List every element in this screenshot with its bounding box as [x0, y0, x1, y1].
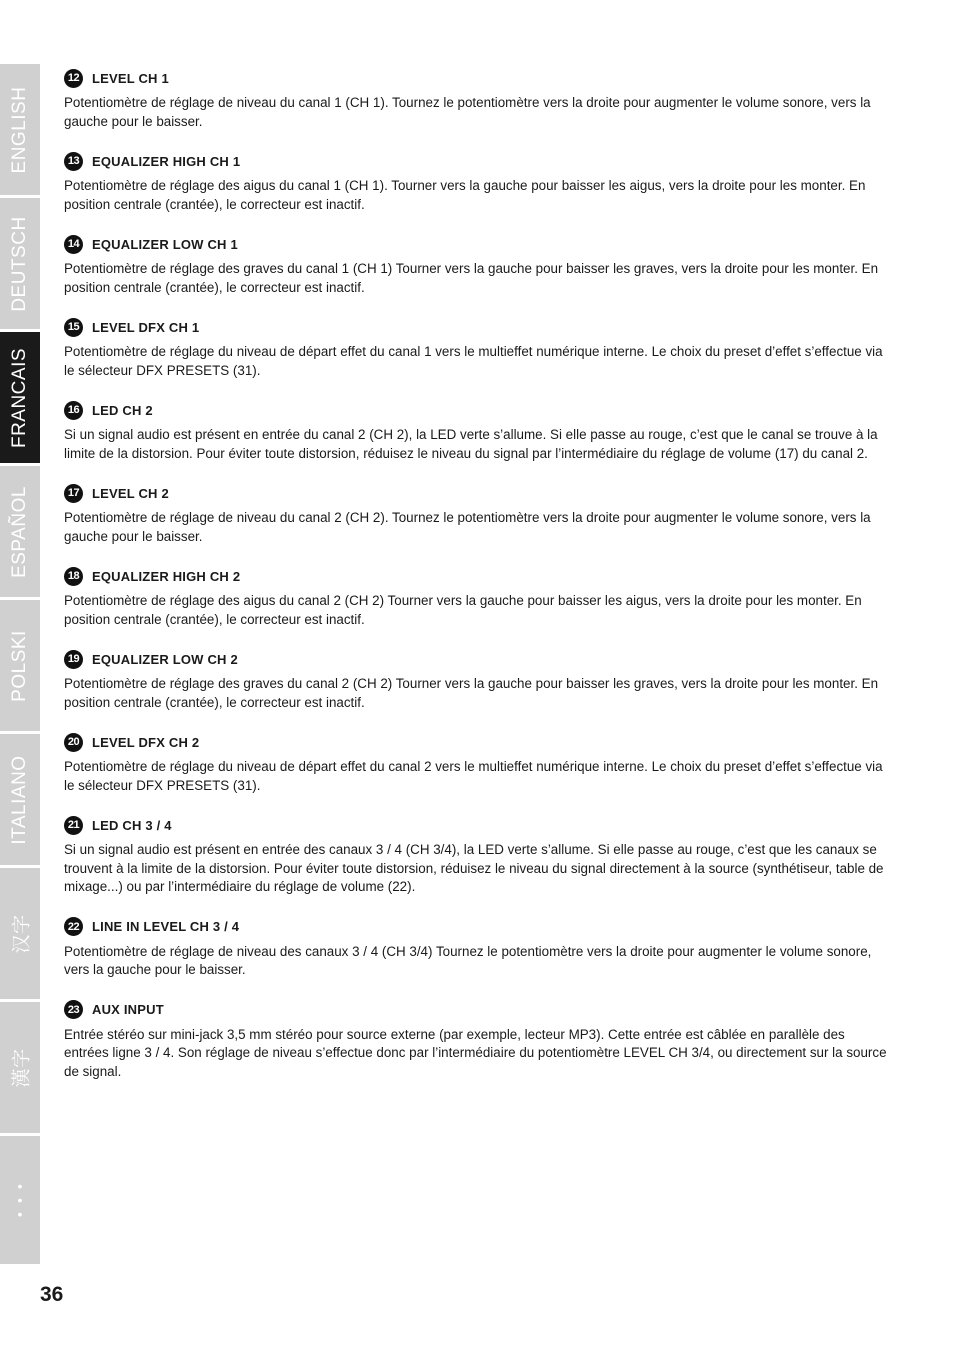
- tab-francais[interactable]: [0, 332, 40, 463]
- section-equalizer-high-ch2: [64, 566, 888, 629]
- section-level-ch2: [64, 483, 888, 546]
- section-description: Potentiomètre de réglage de niveau des canaux 3 / 4 (CH 3/4) Tournez le potentiomètre vers la droite pour augmenter le volume sonore, vers la gauche pour le baisser.: [64, 943, 872, 977]
- item-number-badge: 21: [64, 816, 83, 835]
- section-description: Si un signal audio est présent en entrée du canal 2 (CH 2), la LED verte s’allume. Si elle passe au rouge, c’est que le canal se trouve à la limite de la distorsion. Pour éviter toute distorsion, réduisez le niveau du signal par l’intermédiaire du réglage de volume (17) du canal 2.: [64, 427, 878, 461]
- section-title: LEVEL CH 2: [92, 485, 169, 501]
- tab-chinese-simplified[interactable]: [0, 868, 40, 999]
- section-title: EQUALIZER HIGH CH 2: [92, 568, 241, 584]
- section-title: LED CH 3 / 4: [92, 817, 172, 833]
- tab-deutsch[interactable]: [0, 198, 40, 329]
- item-number-badge: 17: [64, 484, 83, 503]
- section-description: Potentiomètre de réglage des graves du canal 2 (CH 2) Tourner vers la gauche pour baisser les graves, vers la droite pour les monter. En position centrale (crantée), le correcteur est inactif.: [64, 676, 879, 710]
- tab-chinese-simplified-label: 汉字: [11, 913, 33, 954]
- tab-more[interactable]: [0, 1136, 40, 1264]
- section-description: Entrée stéréo sur mini-jack 3,5 mm stéréo pour source externe (par exemple, lecteur MP3). Cette entrée est câblée en parallèle des entrées ligne 3 / 4. Son réglage de niveau s’effectue donc par l’intermédiaire du potentiomètre LEVEL CH 3/4, ou directement sur la source de signal.: [64, 1026, 887, 1079]
- section-description: Potentiomètre de réglage du niveau de départ effet du canal 1 vers le multieffet numérique interne. Le choix du preset d’effet s’effectue via le sélecteur DFX PRESETS (31).: [64, 344, 883, 378]
- more-dots-icon: • • •: [17, 1178, 23, 1222]
- item-number-badge: 16: [64, 401, 83, 420]
- section-aux-input: [64, 1000, 888, 1082]
- tab-italiano-label: ITALIANO: [9, 754, 30, 845]
- section-title: LEVEL CH 1: [92, 70, 169, 86]
- section-level-dfx-ch2: [64, 732, 888, 795]
- section-equalizer-low-ch1: [64, 234, 888, 297]
- section-equalizer-low-ch2: [64, 649, 888, 712]
- item-number-badge: 19: [64, 650, 83, 669]
- section-title: LED CH 2: [92, 402, 153, 418]
- section-title: LEVEL DFX CH 2: [92, 734, 200, 750]
- tab-chinese-traditional-label: 漢字: [11, 1047, 33, 1088]
- section-level-ch1: [64, 68, 888, 131]
- page-number: 36: [40, 1283, 64, 1306]
- item-number-badge: 23: [64, 1000, 83, 1019]
- section-description: Si un signal audio est présent en entrée des canaux 3 / 4 (CH 3/4), la LED verte s’allume. Si elle passe au rouge, c’est que les canaux se trouvent à la limite de la distorsion. Pour éviter toute distorsion, réduisez le niveau du signal directement à la source (synthétiseur, table de mixage...) ou par l’intermédiaire du réglage de volume (22).: [64, 842, 884, 894]
- item-number-badge: 20: [64, 733, 83, 752]
- tab-chinese-traditional[interactable]: [0, 1002, 40, 1133]
- tab-polski-label: POLSKI: [9, 629, 30, 702]
- section-level-dfx-ch1: [64, 317, 888, 380]
- tab-espanol[interactable]: [0, 466, 40, 597]
- content: [64, 68, 888, 1101]
- section-description: Potentiomètre de réglage des aigus du canal 2 (CH 2) Tourner vers la gauche pour baisser les aigus, vers la droite pour les monter. En position centrale (crantée), le correcteur est inactif.: [64, 593, 862, 627]
- tab-deutsch-label: DEUTSCH: [9, 215, 30, 312]
- tab-italiano[interactable]: [0, 734, 40, 865]
- tab-espanol-label: ESPAÑOL: [9, 485, 30, 578]
- section-title: LINE IN LEVEL CH 3 / 4: [92, 919, 240, 934]
- section-led-ch2: [64, 400, 888, 463]
- section-title: EQUALIZER LOW CH 2: [92, 651, 238, 667]
- section-description: Potentiomètre de réglage des aigus du canal 1 (CH 1). Tourner vers la gauche pour baisser les aigus, vers la droite pour les monter. En position centrale (crantée), le correcteur est inactif.: [64, 178, 866, 212]
- item-number-badge: 22: [64, 917, 83, 936]
- section-description: Potentiomètre de réglage de niveau du canal 1 (CH 1). Tournez le potentiomètre vers la droite pour augmenter le volume sonore, vers la gauche pour le baisser.: [64, 95, 871, 129]
- tab-english[interactable]: [0, 64, 40, 195]
- section-title: AUX INPUT: [92, 1002, 164, 1017]
- section-led-ch3-4: [64, 815, 888, 897]
- section-description: Potentiomètre de réglage du niveau de départ effet du canal 2 vers le multieffet numérique interne. Le choix du preset d’effet s’effectue via le sélecteur DFX PRESETS (31).: [64, 759, 883, 793]
- tab-francais-label: FRANCAIS: [9, 347, 30, 448]
- section-title: EQUALIZER HIGH CH 1: [92, 153, 241, 169]
- section-description: Potentiomètre de réglage de niveau du canal 2 (CH 2). Tournez le potentiomètre vers la droite pour augmenter le volume sonore, vers la gauche pour le baisser.: [64, 510, 871, 544]
- section-equalizer-high-ch1: [64, 151, 888, 214]
- item-number-badge: 12: [64, 69, 83, 88]
- tab-polski[interactable]: [0, 600, 40, 731]
- tab-english-label: ENGLISH: [9, 86, 30, 173]
- section-description: Potentiomètre de réglage des graves du canal 1 (CH 1) Tourner vers la gauche pour baisser les graves, vers la droite pour les monter. En position centrale (crantée), le correcteur est inactif.: [64, 261, 879, 295]
- item-number-badge: 14: [64, 235, 83, 254]
- item-number-badge: 15: [64, 318, 83, 337]
- section-title: EQUALIZER LOW CH 1: [92, 236, 238, 252]
- item-number-badge: 18: [64, 567, 83, 586]
- language-sidebar: [0, 64, 40, 1267]
- item-number-badge: 13: [64, 152, 83, 171]
- section-title: LEVEL DFX CH 1: [92, 319, 200, 335]
- section-line-in-level-ch3-4: [64, 917, 888, 980]
